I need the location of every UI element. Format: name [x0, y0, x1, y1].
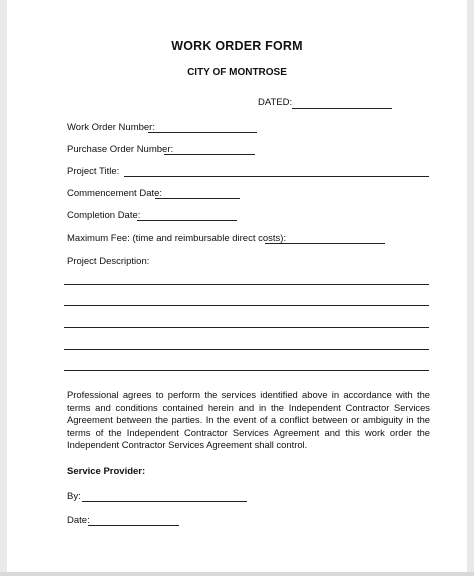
project-description-line[interactable] [64, 284, 429, 285]
project-description-line[interactable] [64, 305, 429, 306]
project-description-line[interactable] [64, 327, 429, 328]
completion-date-field[interactable] [137, 220, 237, 221]
purchase-order-number-field[interactable] [164, 154, 255, 155]
commencement-date-label: Commencement Date: [67, 188, 163, 199]
work-order-number-label: Work Order Number: [67, 122, 155, 133]
page-bottom-edge [0, 572, 474, 576]
dated-field[interactable] [292, 108, 392, 109]
project-description-line[interactable] [64, 349, 429, 350]
date-label: Date: [67, 515, 90, 526]
maximum-fee-label: Maximum Fee: (time and reimbursable direct costs): [67, 233, 287, 244]
form-page [7, 0, 467, 576]
project-title-label: Project Title: [67, 166, 120, 177]
purchase-order-number-label: Purchase Order Number: [67, 144, 174, 155]
by-label: By: [67, 491, 81, 502]
service-provider-label: Service Provider: [67, 466, 146, 477]
by-signature-field[interactable] [82, 501, 247, 502]
form-subtitle: CITY OF MONTROSE [187, 67, 287, 78]
date-field[interactable] [88, 525, 179, 526]
form-title: WORK ORDER FORM [171, 39, 303, 53]
project-description-line[interactable] [64, 370, 429, 371]
project-description-label: Project Description: [67, 256, 150, 267]
agreement-paragraph: Professional agrees to perform the services identified above in accordance with the terms and conditions contained herein and in the Independent Contractor Services Agreement between the parties. In the event of a conflict between or ambiguity in the terms of the Independent Contractor Services Agreement and this work order the Independent Contractor Services Agreement shall control. [67, 389, 430, 451]
dated-label: DATED: [258, 97, 293, 108]
commencement-date-field[interactable] [155, 198, 240, 199]
work-order-number-field[interactable] [148, 132, 257, 133]
maximum-fee-field[interactable] [265, 243, 385, 244]
completion-date-label: Completion Date: [67, 210, 141, 221]
project-title-field[interactable] [124, 176, 429, 177]
